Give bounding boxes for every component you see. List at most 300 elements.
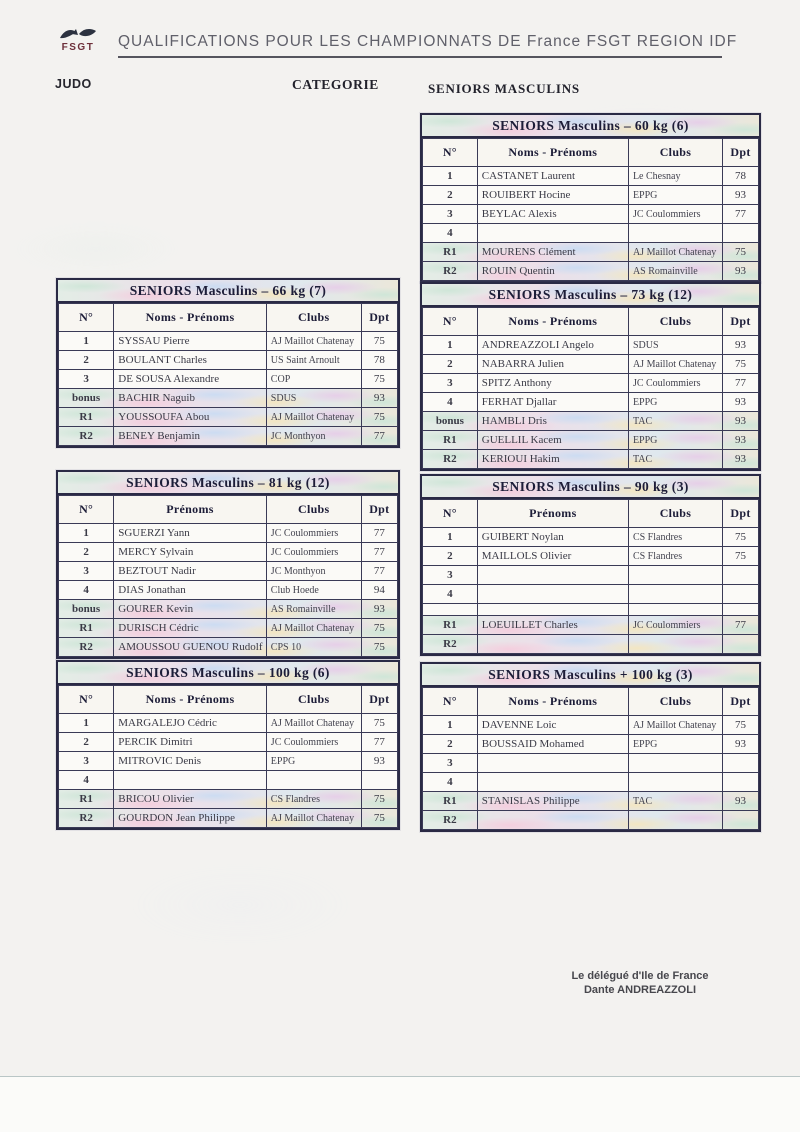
name-cell: MERCY Sylvain — [114, 543, 267, 562]
table-row — [423, 374, 759, 393]
name-cell: ROUIBERT Hocine — [477, 186, 628, 205]
column-header: Clubs — [266, 304, 361, 332]
row-num-cell: 1 — [59, 714, 114, 733]
row-num-cell: 4 — [423, 773, 478, 792]
table-title: SENIORS Masculins + 100 kg (3) — [422, 664, 759, 687]
table-row — [59, 581, 398, 600]
table-row — [423, 355, 759, 374]
table-title: SENIORS Masculins – 100 kg (6) — [58, 662, 398, 685]
name-cell: KERIOUI Hakim — [477, 450, 628, 469]
dpt-cell: 93 — [361, 600, 397, 619]
dpt-cell: 93 — [723, 393, 759, 412]
table-row — [423, 167, 759, 186]
category-label: CATEGORIE — [292, 77, 379, 92]
table-body — [59, 524, 398, 657]
table-seniors-73kg — [420, 282, 761, 471]
dpt-cell: 75 — [361, 408, 397, 427]
name-cell: CASTANET Laurent — [477, 167, 628, 186]
name-cell: BACHIR Naguib — [114, 389, 267, 408]
row-num-cell: 2 — [59, 543, 114, 562]
row-num-cell: 1 — [59, 332, 114, 351]
club-cell — [628, 635, 722, 654]
name-cell: FERHAT Djallar — [477, 393, 628, 412]
dpt-cell: 93 — [723, 792, 759, 811]
table-row — [59, 733, 398, 752]
table-row — [59, 771, 398, 790]
dpt-cell: 75 — [361, 790, 397, 809]
table-row — [59, 543, 398, 562]
row-num-cell — [423, 604, 478, 616]
table-grid — [422, 307, 759, 469]
row-num-cell: R1 — [423, 792, 478, 811]
row-num-cell: 3 — [423, 566, 478, 585]
column-header: Dpt — [361, 304, 397, 332]
signature-block — [552, 969, 728, 997]
name-cell: BEYLAC Alexis — [477, 205, 628, 224]
header-row — [423, 308, 759, 336]
name-cell: ROUIN Quentin — [477, 262, 628, 281]
dpt-cell: 77 — [723, 205, 759, 224]
club-cell: TAC — [628, 792, 722, 811]
club-cell: JC Coulommiers — [628, 616, 722, 635]
name-cell — [477, 566, 628, 585]
club-cell: CS Flandres — [266, 790, 361, 809]
table-head — [423, 139, 759, 167]
club-cell: CS Flandres — [628, 547, 722, 566]
dpt-cell: 93 — [723, 336, 759, 355]
club-cell: AJ Maillot Chatenay — [628, 355, 722, 374]
name-cell: MITROVIC Denis — [114, 752, 267, 771]
column-header: Dpt — [723, 500, 759, 528]
club-cell: Club Hoede — [266, 581, 361, 600]
table-row — [59, 370, 398, 389]
row-num-cell: 3 — [423, 754, 478, 773]
club-cell: AS Romainville — [266, 600, 361, 619]
column-header: N° — [423, 500, 478, 528]
row-num-cell: 1 — [423, 336, 478, 355]
row-num-cell: R2 — [423, 811, 478, 830]
table-row — [59, 638, 398, 657]
signature-name: Dante ANDREAZZOLI — [583, 984, 697, 996]
table-row — [423, 186, 759, 205]
name-cell: GUELLIL Kacem — [477, 431, 628, 450]
club-cell — [628, 566, 722, 585]
table-row — [59, 562, 398, 581]
name-cell: STANISLAS Philippe — [477, 792, 628, 811]
dpt-cell — [723, 604, 759, 616]
club-cell: JC Coulommiers — [628, 205, 722, 224]
dpt-cell: 75 — [361, 619, 397, 638]
table-row — [59, 752, 398, 771]
club-cell: AJ Maillot Chatenay — [266, 619, 361, 638]
sport-label: JUDO — [55, 77, 92, 91]
name-cell: HAMBLI Dris — [477, 412, 628, 431]
row-num-cell: 2 — [423, 355, 478, 374]
scan-edge-artifact — [0, 1076, 800, 1132]
name-cell: DURISCH Cédric — [114, 619, 267, 638]
row-num-cell: R2 — [59, 809, 114, 828]
dpt-cell: 77 — [361, 427, 397, 446]
name-cell: GUIBERT Noylan — [477, 528, 628, 547]
dpt-cell — [723, 773, 759, 792]
column-header: Noms - Prénoms — [114, 686, 267, 714]
table-row — [423, 566, 759, 585]
table-row — [59, 790, 398, 809]
table-row — [423, 528, 759, 547]
club-cell: JC Coulommiers — [266, 524, 361, 543]
dpt-cell: 93 — [723, 186, 759, 205]
club-cell: JC Coulommiers — [266, 733, 361, 752]
name-cell — [477, 754, 628, 773]
row-num-cell: 4 — [59, 581, 114, 600]
dpt-cell — [723, 635, 759, 654]
name-cell — [477, 811, 628, 830]
name-cell: LOEUILLET Charles — [477, 616, 628, 635]
column-header: Prénoms — [114, 496, 267, 524]
table-row — [423, 735, 759, 754]
column-header: Dpt — [361, 496, 397, 524]
table-row — [59, 619, 398, 638]
club-cell: SDUS — [266, 389, 361, 408]
column-header: N° — [59, 304, 114, 332]
row-num-cell: R2 — [59, 638, 114, 657]
table-grid — [58, 303, 398, 446]
table-body — [59, 714, 398, 828]
name-cell: SYSSAU Pierre — [114, 332, 267, 351]
club-cell: TAC — [628, 450, 722, 469]
table-title: SENIORS Masculins – 90 kg (3) — [422, 476, 759, 499]
column-header: Clubs — [628, 500, 722, 528]
name-cell: SGUERZI Yann — [114, 524, 267, 543]
row-num-cell: R2 — [423, 262, 478, 281]
club-cell: AJ Maillot Chatenay — [266, 809, 361, 828]
name-cell: GOURDON Jean Philippe — [114, 809, 267, 828]
table-row — [59, 389, 398, 408]
table-grid — [58, 495, 398, 657]
dpt-cell: 78 — [361, 351, 397, 370]
row-num-cell: 1 — [423, 716, 478, 735]
club-cell: JC Monthyon — [266, 562, 361, 581]
club-cell — [628, 773, 722, 792]
column-header: N° — [59, 496, 114, 524]
column-header: Prénoms — [477, 500, 628, 528]
row-num-cell: bonus — [59, 600, 114, 619]
dpt-cell: 75 — [361, 714, 397, 733]
table-seniors-81kg — [56, 470, 400, 659]
club-cell: AJ Maillot Chatenay — [628, 716, 722, 735]
row-num-cell: 4 — [59, 771, 114, 790]
name-cell: DIAS Jonathan — [114, 581, 267, 600]
page-title: QUALIFICATIONS POUR LES CHAMPIONNATS DE France FSGT REGION IDF — [118, 33, 722, 58]
dpt-cell: 75 — [723, 528, 759, 547]
name-cell: MARGALEJO Cédric — [114, 714, 267, 733]
row-num-cell: 2 — [59, 351, 114, 370]
club-cell: EPPG — [266, 752, 361, 771]
table-grid — [422, 499, 759, 654]
table-row — [423, 585, 759, 604]
column-header: Noms - Prénoms — [477, 688, 628, 716]
club-cell: JC Coulommiers — [628, 374, 722, 393]
dpt-cell: 75 — [361, 332, 397, 351]
header-row — [423, 500, 759, 528]
row-num-cell: bonus — [59, 389, 114, 408]
dpt-cell: 77 — [723, 374, 759, 393]
table-title: SENIORS Masculins – 81 kg (12) — [58, 472, 398, 495]
table-row — [423, 616, 759, 635]
dpt-cell: 77 — [723, 616, 759, 635]
table-grid — [422, 138, 759, 281]
name-cell — [477, 773, 628, 792]
row-num-cell: 4 — [423, 393, 478, 412]
name-cell: BOULANT Charles — [114, 351, 267, 370]
column-header: Noms - Prénoms — [114, 304, 267, 332]
table-title: SENIORS Masculins – 66 kg (7) — [58, 280, 398, 303]
table-row — [59, 714, 398, 733]
column-header: Dpt — [723, 688, 759, 716]
table-head — [423, 308, 759, 336]
dpt-cell: 93 — [723, 431, 759, 450]
category-value: SENIORS MASCULINS — [428, 81, 580, 96]
row-num-cell: 1 — [423, 167, 478, 186]
row-num-cell: 4 — [423, 585, 478, 604]
club-cell — [628, 604, 722, 616]
row-num-cell: 1 — [59, 524, 114, 543]
row-num-cell: 2 — [423, 735, 478, 754]
dpt-cell — [723, 566, 759, 585]
table-body — [59, 332, 398, 446]
table-head — [59, 686, 398, 714]
table-row — [423, 754, 759, 773]
table-body — [423, 716, 759, 830]
name-cell: SPITZ Anthony — [477, 374, 628, 393]
header-row — [59, 686, 398, 714]
club-cell — [628, 224, 722, 243]
name-cell: MAILLOLS Olivier — [477, 547, 628, 566]
table-row — [59, 427, 398, 446]
table-row — [423, 336, 759, 355]
column-header: Clubs — [266, 496, 361, 524]
name-cell — [477, 604, 628, 616]
dpt-cell: 75 — [723, 547, 759, 566]
row-num-cell: 3 — [59, 370, 114, 389]
row-num-cell: R2 — [59, 427, 114, 446]
dpt-cell: 93 — [361, 389, 397, 408]
table-row — [59, 600, 398, 619]
table-row — [423, 224, 759, 243]
club-cell: EPPG — [628, 431, 722, 450]
table-row — [423, 450, 759, 469]
row-num-cell: R1 — [59, 790, 114, 809]
row-num-cell: R1 — [59, 408, 114, 427]
header-row — [59, 304, 398, 332]
name-cell: NABARRA Julien — [477, 355, 628, 374]
club-cell: AJ Maillot Chatenay — [266, 408, 361, 427]
table-row — [423, 604, 759, 616]
club-cell: EPPG — [628, 735, 722, 754]
club-cell: JC Coulommiers — [266, 543, 361, 562]
table-row — [423, 635, 759, 654]
table-title: SENIORS Masculins – 73 kg (12) — [422, 284, 759, 307]
table-seniors-90kg — [420, 474, 761, 656]
dpt-cell: 75 — [723, 355, 759, 374]
dpt-cell: 93 — [723, 450, 759, 469]
row-num-cell: 4 — [423, 224, 478, 243]
name-cell: BENEY Benjamin — [114, 427, 267, 446]
table-body — [423, 336, 759, 469]
dpt-cell — [361, 771, 397, 790]
table-seniors-66kg — [56, 278, 400, 448]
row-num-cell: 3 — [59, 752, 114, 771]
table-row — [423, 393, 759, 412]
name-cell — [114, 771, 267, 790]
club-cell: US Saint Arnoult — [266, 351, 361, 370]
dpt-cell: 75 — [723, 243, 759, 262]
fsgt-logo — [50, 27, 106, 52]
header-row — [423, 139, 759, 167]
table-row — [423, 547, 759, 566]
dpt-cell: 94 — [361, 581, 397, 600]
club-cell: TAC — [628, 412, 722, 431]
name-cell: BEZTOUT Nadir — [114, 562, 267, 581]
club-cell: EPPG — [628, 393, 722, 412]
table-row — [423, 205, 759, 224]
club-cell — [628, 811, 722, 830]
column-header: N° — [423, 139, 478, 167]
column-header: Noms - Prénoms — [477, 308, 628, 336]
name-cell: BOUSSAID Mohamed — [477, 735, 628, 754]
signature-role: Le délégué d'Ile de France — [571, 970, 709, 982]
row-num-cell: 2 — [59, 733, 114, 752]
table-grid — [422, 687, 759, 830]
dpt-cell: 77 — [361, 733, 397, 752]
name-cell — [477, 224, 628, 243]
column-header: Dpt — [361, 686, 397, 714]
dpt-cell: 75 — [723, 716, 759, 735]
club-cell: JC Monthyon — [266, 427, 361, 446]
club-cell — [628, 585, 722, 604]
table-row — [59, 351, 398, 370]
column-header: Dpt — [723, 139, 759, 167]
club-cell — [628, 754, 722, 773]
row-num-cell: 3 — [423, 205, 478, 224]
name-cell: YOUSSOUFA Abou — [114, 408, 267, 427]
row-num-cell: R1 — [423, 243, 478, 262]
row-num-cell: 2 — [423, 186, 478, 205]
table-row — [59, 809, 398, 828]
table-head — [423, 500, 759, 528]
dpt-cell — [723, 224, 759, 243]
row-num-cell: R1 — [59, 619, 114, 638]
name-cell: DAVENNE Loic — [477, 716, 628, 735]
row-num-cell: R1 — [423, 616, 478, 635]
header-row — [423, 688, 759, 716]
club-cell: AJ Maillot Chatenay — [628, 243, 722, 262]
table-head — [423, 688, 759, 716]
row-num-cell: R1 — [423, 431, 478, 450]
row-num-cell: 3 — [59, 562, 114, 581]
fsgt-swoosh-icon — [58, 27, 98, 43]
table-title: SENIORS Masculins – 60 kg (6) — [422, 115, 759, 138]
dpt-cell: 77 — [361, 543, 397, 562]
name-cell: AMOUSSOU GUENOU Rudolf — [114, 638, 267, 657]
dpt-cell — [723, 811, 759, 830]
dpt-cell: 93 — [723, 735, 759, 754]
name-cell: BRICOU Olivier — [114, 790, 267, 809]
club-cell — [266, 771, 361, 790]
dpt-cell: 75 — [361, 370, 397, 389]
row-num-cell: 1 — [423, 528, 478, 547]
column-header: Noms - Prénoms — [477, 139, 628, 167]
column-header: Clubs — [628, 688, 722, 716]
table-row — [423, 262, 759, 281]
club-cell: AJ Maillot Chatenay — [266, 714, 361, 733]
column-header: N° — [59, 686, 114, 714]
table-body — [423, 528, 759, 654]
dpt-cell: 75 — [361, 809, 397, 828]
dpt-cell — [723, 585, 759, 604]
fsgt-logo-text: FSGT — [61, 42, 95, 53]
column-header: Clubs — [628, 139, 722, 167]
table-row — [59, 524, 398, 543]
table-row — [59, 408, 398, 427]
table-row — [423, 792, 759, 811]
club-cell: CS Flandres — [628, 528, 722, 547]
table-row — [423, 773, 759, 792]
club-cell: EPPG — [628, 186, 722, 205]
row-num-cell: 3 — [423, 374, 478, 393]
dpt-cell — [723, 754, 759, 773]
column-header: N° — [423, 688, 478, 716]
table-head — [59, 304, 398, 332]
dpt-cell: 93 — [723, 262, 759, 281]
dpt-cell: 93 — [361, 752, 397, 771]
column-header: N° — [423, 308, 478, 336]
club-cell: SDUS — [628, 336, 722, 355]
column-header: Dpt — [723, 308, 759, 336]
row-num-cell: 2 — [423, 547, 478, 566]
table-row — [423, 716, 759, 735]
name-cell: MOURENS Clément — [477, 243, 628, 262]
column-header: Clubs — [628, 308, 722, 336]
dpt-cell: 77 — [361, 524, 397, 543]
club-cell: CPS 10 — [266, 638, 361, 657]
name-cell: DE SOUSA Alexandre — [114, 370, 267, 389]
row-num-cell: R2 — [423, 450, 478, 469]
table-row — [423, 412, 759, 431]
table-body — [423, 167, 759, 281]
name-cell — [477, 585, 628, 604]
name-cell: PERCIK Dimitri — [114, 733, 267, 752]
table-grid — [58, 685, 398, 828]
table-seniors-100kg — [56, 660, 400, 830]
name-cell: GOURER Kevin — [114, 600, 267, 619]
column-header: Clubs — [266, 686, 361, 714]
table-row — [423, 431, 759, 450]
table-seniors-60kg — [420, 113, 761, 283]
dpt-cell: 93 — [723, 412, 759, 431]
table-row — [59, 332, 398, 351]
name-cell — [477, 635, 628, 654]
table-head — [59, 496, 398, 524]
table-seniors-plus100kg — [420, 662, 761, 832]
dpt-cell: 75 — [361, 638, 397, 657]
club-cell: AJ Maillot Chatenay — [266, 332, 361, 351]
dpt-cell: 78 — [723, 167, 759, 186]
row-num-cell: bonus — [423, 412, 478, 431]
name-cell: ANDREAZZOLI Angelo — [477, 336, 628, 355]
header-row — [59, 496, 398, 524]
row-num-cell: R2 — [423, 635, 478, 654]
